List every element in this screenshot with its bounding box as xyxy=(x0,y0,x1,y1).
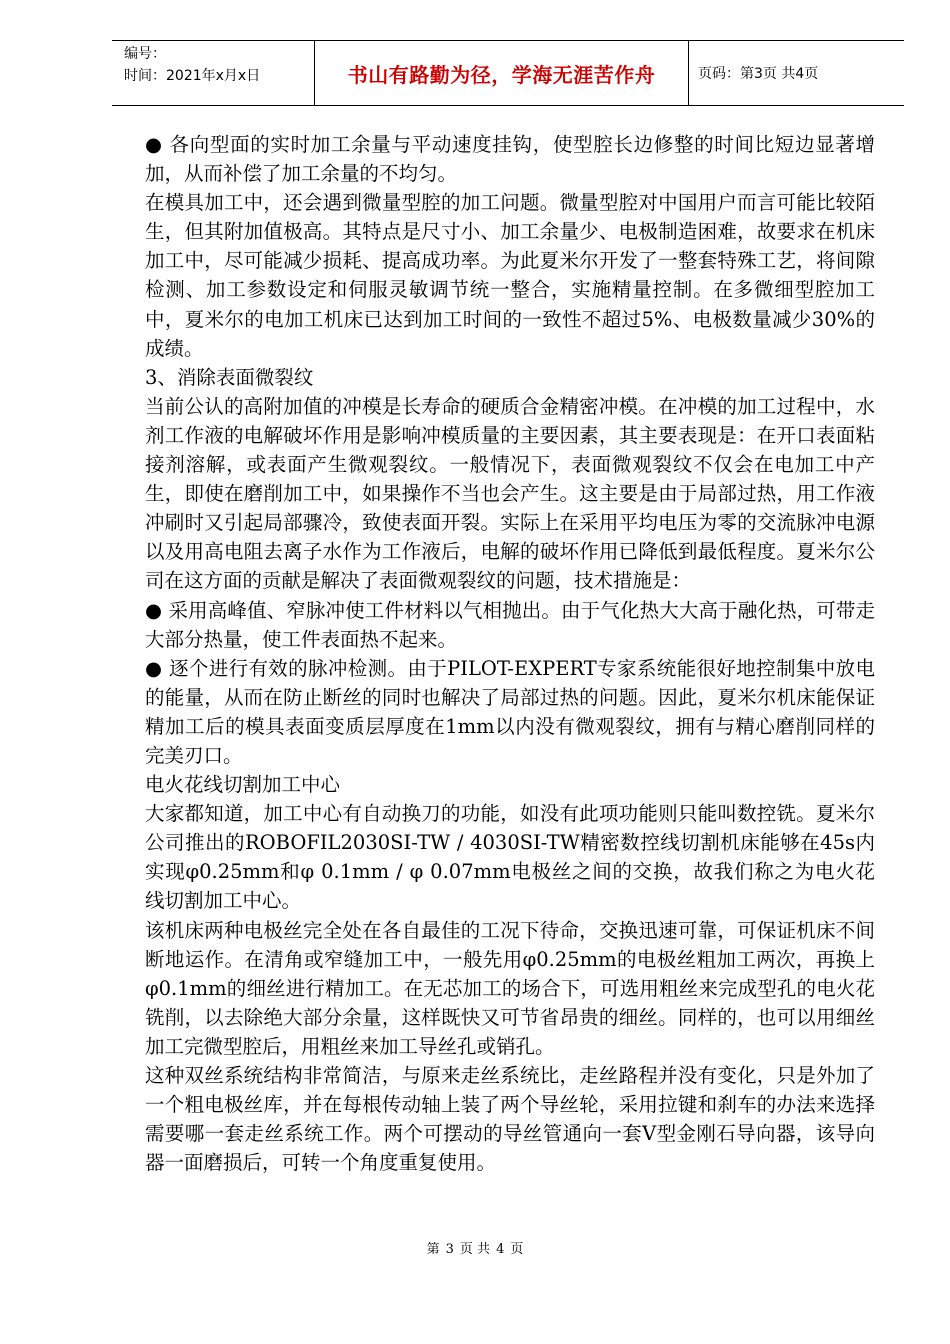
time-label: 时间：2021年x月x日 xyxy=(124,68,261,84)
paragraph: 大家都知道，加工中心有自动换刀的功能，如没有此项功能则只能叫数控铣。夏米尔公司推出的ROBOFIL2030SI-TW / 4030SI-TW精密数控线切割机床能够在45s内实现φ0.25mm和φ 0.1mm / φ 0.07mm电极丝之间的交换，故我们称之为电火花线切割加工中心。 xyxy=(145,802,875,913)
paragraph: ● 各向型面的实时加工余量与平动速度挂钩，使型腔长边修整的时间比短边显著增加，从而补偿了加工余量的不均匀。 xyxy=(145,133,875,186)
serial-label: 编号： xyxy=(124,46,166,62)
section-heading: 电火花线切割加工中心 xyxy=(145,773,341,797)
page-header xyxy=(112,40,904,106)
paragraph: 这种双丝系统结构非常简洁，与原来走丝系统比，走丝路程并没有变化，只是外加了一个粗电极丝库，并在每根传动轴上装了两个导丝轮，采用拉键和刹车的办法来选择需要哪一套走丝系统工作。两个可摆动的导丝管通向一套V型金刚石导向器，该导向器一面磨损后，可转一个角度重复使用。 xyxy=(145,1064,875,1175)
footer-suffix: 页 xyxy=(510,1242,524,1257)
footer-page-number: 3 xyxy=(445,1242,454,1257)
paragraph: ● 逐个进行有效的脉冲检测。由于PILOT-EXPERT专家系统能很好地控制集中放电的能量，从而在防止断丝的同时也解决了局部过热的问题。因此，夏米尔机床能保证精加工后的模具表面变质层厚度在1mm以内没有微观裂纹，拥有与精心磨削同样的完美刃口。 xyxy=(145,656,875,767)
paragraph: 在模具加工中，还会遇到微量型腔的加工问题。微量型腔对中国用户而言可能比较陌生，但其附加值极高。其特点是尺寸小、加工余量少、电极制造困难，故要求在机床加工中，尽可能减少损耗、提高成功率。为此夏米尔开发了一整套特殊工艺，将间隙检测、加工参数设定和伺服灵敏调节统一整合，实施精量控制。在多微细型腔加工中，夏米尔的电加工机床已达到加工时间的一致性不超过5%、电极数量减少30%的成绩。 xyxy=(145,191,875,360)
section-heading: 3、消除表面微裂纹 xyxy=(145,365,314,389)
page-footer xyxy=(0,1238,950,1257)
header-motto: 书山有路勤为径，学海无涯苦作舟 xyxy=(315,41,689,105)
paragraph: ● 采用高峰值、窄脉冲使工件材料以气相抛出。由于气化热大大高于融化热，可带走大部分热量，使工件表面热不起来。 xyxy=(145,598,875,651)
document-body xyxy=(145,130,875,1177)
paragraph: 该机床两种电极丝完全处在各自最佳的工况下待命，交换迅速可靠，可保证机床不间断地运作。在清角或窄缝加工中，一般先用φ0.25mm的电极丝粗加工两次，再换上φ0.1mm的细丝进行精加工。在无芯加工的场合下，可选用粗丝来完成型孔的电火花铣削，以去除绝大部分余量，这样既快又可节省昂贵的细丝。同样的，也可以用细丝加工完微型腔后，用粗丝来加工导丝孔或销孔。 xyxy=(145,918,875,1058)
paragraph: 当前公认的高附加值的冲模是长寿命的硬质合金精密冲模。在冲模的加工过程中，水剂工作液的电解破坏作用是影响冲模质量的主要因素，其主要表现是：在开口表面粘接剂溶解，或表面产生微观裂纹。一般情况下，表面微观裂纹不仅会在电加工中产生，即使在磨削加工中，如果操作不当也会产生。这主要是由于局部过热，用工作液冲刷时又引起局部骤冷，致使表面开裂。实际上在采用平均电压为零的交流脉冲电源以及用高电阻去离子水作为工作液后，电解的破坏作用已降低到最低程度。夏米尔公司在这方面的贡献是解决了表面微观裂纹的问题，技术措施是： xyxy=(145,394,875,593)
header-page-info: 页码：第3页 共4页 xyxy=(698,66,819,82)
header-meta xyxy=(112,41,315,105)
footer-prefix: 第 xyxy=(426,1242,440,1257)
footer-mid: 页 共 xyxy=(459,1242,491,1257)
footer-total-pages: 4 xyxy=(496,1242,505,1257)
